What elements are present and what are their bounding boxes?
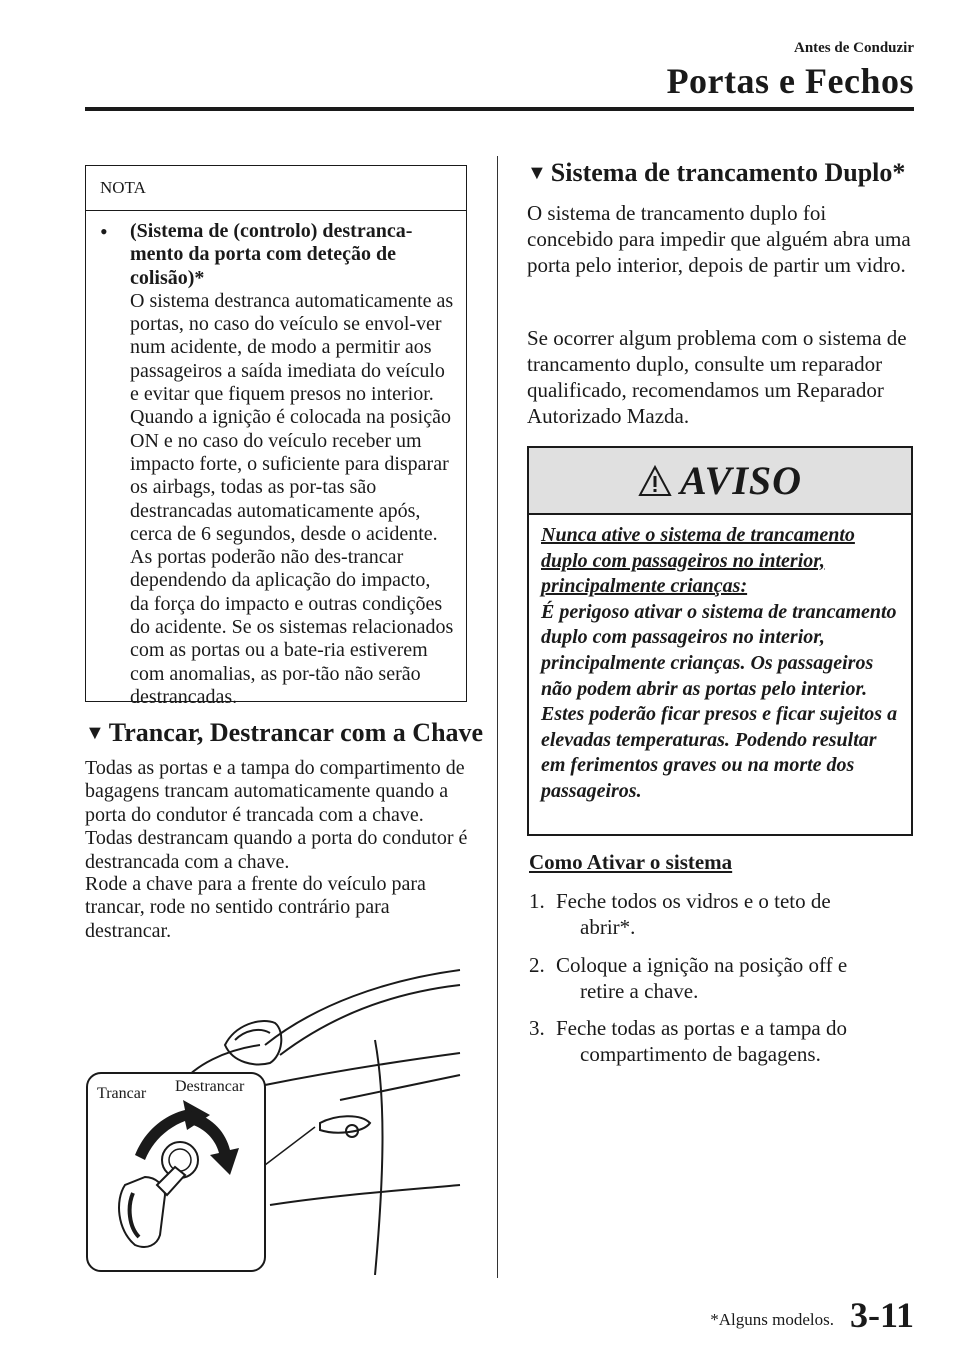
warning-underlined: Nunca ative o sistema de trancamento duplo com passageiros no interior, principalmente crianças:	[541, 524, 855, 598]
column-divider	[497, 156, 498, 1278]
warning-title: AVISO	[679, 458, 803, 503]
note-bold-title: (Sistema de (controlo) destranca-mento da porta com deteção de colisão)*	[130, 220, 413, 289]
warning-body	[529, 515, 911, 805]
warning-triangle-icon	[638, 465, 672, 497]
section-key-p1: Todas as portas e a tampa do compartimento de bagagens trancam automaticamente quando a porta do condutor é trancada com a chave. Todas destrancam quando a porta do condutor é destrancada com a chave.	[85, 757, 468, 873]
section-marker-icon: ▼	[85, 722, 105, 744]
list-item	[529, 952, 915, 1004]
step-text: Feche todas as portas e a tampa do	[556, 1016, 847, 1040]
note-body: O sistema destranca automaticamente as portas, no caso do veículo se envol-ver num acidente, de modo a permitir aos passageiros a saída imediata do veículo e evitar que fiquem presos no interior. Quando a ignição é colocada na posição ON e no caso do veículo receber um impacto forte, o suficiente para disparar os airbags, todas as por-tas são destrancadas automaticamente após, cerca de 6 segundos, desde o acidente. As portas poderão não des-trancar dependendo da aplicação do impacto, da força do impacto e outras condições do acidente. Se os sistemas relacionados com as portas ou a bate-ria estiverem com anomalias, as por-tão não serão destrancadas.	[130, 289, 454, 708]
page-title: Portas e Fechos	[666, 61, 914, 101]
step-text: abrir*.	[580, 915, 636, 939]
list-item	[529, 888, 915, 940]
label-unlock: Destrancar	[175, 1078, 245, 1095]
step-text: retire a chave.	[580, 979, 699, 1003]
section-marker-icon: ▼	[527, 162, 547, 184]
header-rule	[85, 107, 914, 111]
warning-header	[529, 448, 911, 515]
warning-text: É perigoso ativar o sistema de trancamento duplo com passageiros no interior, principalmente crianças. Os passageiros não podem abrir as portas pelo interior. Estes poderão ficar presos e ficar sujeitos a elevadas temperaturas. Podendo resultar em ferimentos graves ou na morte dos passageiros.	[541, 600, 898, 802]
section-double-p1: O sistema de trancamento duplo foi concebido para impedir que alguém abra uma porta pelo interior, depois de partir um vidro.	[527, 201, 911, 277]
section-title: Trancar, Destrancar com a Chave	[108, 718, 484, 747]
section-heading-key	[85, 718, 485, 750]
key-door-illustration	[85, 945, 465, 1275]
step-text: Coloque a ignição na posição off e	[556, 953, 848, 977]
page-number: 3-11	[849, 1295, 914, 1335]
note-box	[85, 165, 467, 708]
list-item	[529, 1015, 915, 1067]
label-lock: Trancar	[97, 1085, 147, 1102]
step-text: compartimento de bagagens.	[580, 1042, 821, 1066]
step-number: 2.	[529, 953, 545, 977]
activate-heading: Como Ativar o sistema	[529, 850, 733, 874]
step-number: 1.	[529, 889, 545, 913]
section-key-p2: Rode a chave para a frente do veículo para trancar, rode no sentido contrário para destrancar.	[85, 873, 426, 942]
section-double-p2: Se ocorrer algum problema com o sistema de trancamento duplo, consulte um reparador qualificado, recomendamos um Reparador Autorizado Mazda.	[527, 326, 907, 428]
footnote: *Alguns modelos.	[710, 1310, 834, 1329]
note-label: NOTA	[86, 166, 466, 211]
note-text	[130, 220, 454, 709]
chapter-title: Antes de Conduzir	[793, 40, 914, 56]
section-title: Sistema de trancamento Duplo*	[550, 158, 906, 187]
bullet-icon: •	[100, 219, 108, 244]
section-heading-double	[527, 158, 927, 190]
step-number: 3.	[529, 1016, 545, 1040]
warning-box	[527, 446, 913, 836]
step-text: Feche todos os vidros e o teto de	[556, 889, 831, 913]
